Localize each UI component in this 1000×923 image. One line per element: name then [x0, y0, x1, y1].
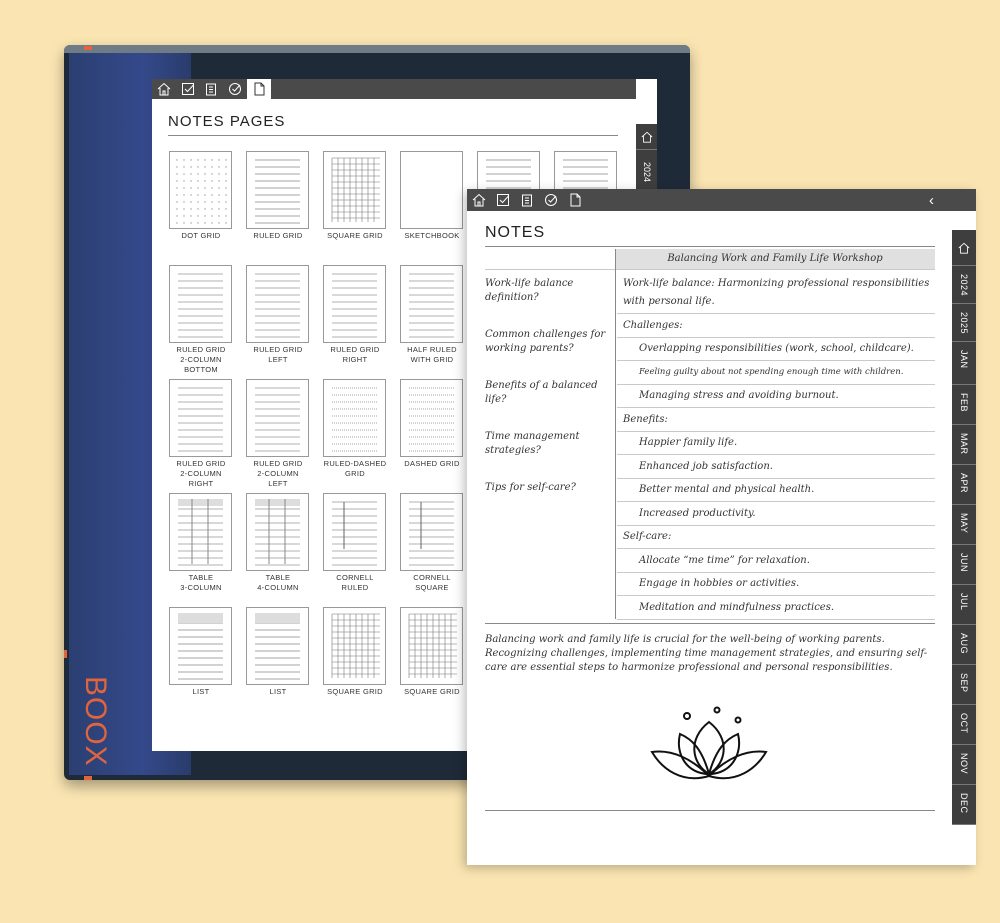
- template-label: RULED GRID 2-COLUMN BOTTOM: [176, 345, 226, 374]
- template-label: SQUARE GRID: [404, 687, 460, 696]
- template-tile[interactable]: [400, 493, 463, 571]
- tab-2025[interactable]: [952, 304, 976, 342]
- template-tile[interactable]: [323, 493, 386, 571]
- cue-question: Tips for self-care?: [485, 482, 576, 493]
- tab-label: FEB: [959, 393, 969, 413]
- note-rule: [617, 313, 935, 314]
- home-icon[interactable]: [952, 230, 976, 266]
- template-label: RULED GRID: [253, 231, 303, 240]
- template-tile[interactable]: [169, 493, 232, 571]
- note-line: Feeling guilty about not spending enough time with children.: [639, 366, 904, 377]
- target-icon[interactable]: [223, 79, 247, 99]
- page-title: NOTES PAGES: [168, 113, 286, 130]
- cue-question: Work-life balance definition?: [485, 278, 574, 303]
- notes-page: [467, 189, 976, 865]
- template-tile[interactable]: [323, 151, 386, 229]
- tab-mar[interactable]: [952, 425, 976, 465]
- note-rule: [617, 431, 935, 432]
- tab-jul[interactable]: [952, 585, 976, 625]
- template-tile[interactable]: [169, 265, 232, 343]
- cue-question: Common challenges for working parents?: [485, 329, 606, 354]
- target-icon[interactable]: [539, 189, 563, 211]
- template-tile[interactable]: [400, 607, 463, 685]
- tab-apr[interactable]: [952, 465, 976, 505]
- device-brand-logo: BOOX: [79, 676, 112, 767]
- template-tile[interactable]: [246, 265, 309, 343]
- note-line: Allocate “me time” for relaxation.: [639, 554, 810, 566]
- template-tile[interactable]: [323, 265, 386, 343]
- year-tab[interactable]: 2024: [642, 162, 652, 183]
- checkbox-icon[interactable]: [176, 79, 200, 99]
- top-toolbar: [152, 79, 271, 99]
- note-line: Better mental and physical health.: [639, 484, 815, 495]
- title-divider: [485, 246, 935, 247]
- template-label: RULED GRID LEFT: [253, 345, 303, 364]
- template-label: TABLE 4-COLUMN: [257, 573, 299, 592]
- tab-jan[interactable]: [952, 342, 976, 385]
- note-line: Meditation and mindfulness practices.: [639, 601, 835, 613]
- note-line: Work-life balance: Harmonizing professional responsibilities: [623, 278, 930, 289]
- tab-may[interactable]: [952, 505, 976, 545]
- bottom-rule: [485, 810, 935, 811]
- template-tile[interactable]: [323, 379, 386, 457]
- page-title: NOTES: [485, 224, 546, 241]
- tab-label: 2025: [959, 312, 969, 335]
- template-label: SQUARE GRID: [327, 231, 383, 240]
- note-rule: [617, 548, 935, 549]
- home-icon[interactable]: [467, 189, 491, 211]
- template-label: DASHED GRID: [404, 459, 460, 468]
- tab-label: JAN: [959, 350, 969, 369]
- note-rule: [617, 384, 935, 385]
- toolbar-fill: [271, 79, 636, 99]
- topic-header: Balancing Work and Family Life Workshop: [615, 249, 935, 269]
- template-label: DOT GRID: [181, 231, 221, 240]
- template-label: HALF RULED WITH GRID: [407, 345, 457, 364]
- document-icon[interactable]: [563, 189, 587, 211]
- header-divider: [485, 269, 935, 270]
- note-rule: [617, 454, 935, 455]
- tab-label: NOV: [959, 753, 969, 775]
- template-label: SQUARE GRID: [327, 687, 383, 696]
- template-tile[interactable]: [400, 265, 463, 343]
- home-icon[interactable]: [152, 79, 176, 99]
- tab-label: MAR: [959, 433, 969, 455]
- template-tile[interactable]: [323, 607, 386, 685]
- template-label: SKETCHBOOK: [404, 231, 460, 240]
- note-rule: [617, 619, 935, 620]
- note-line: Enhanced job satisfaction.: [639, 460, 773, 472]
- note-line: Engage in hobbies or activities.: [639, 578, 800, 589]
- note-line: Happier family life.: [639, 437, 738, 448]
- tab-feb[interactable]: [952, 385, 976, 425]
- note-rule: [617, 478, 935, 479]
- note-line: Increased productivity.: [639, 507, 756, 519]
- summary-divider: [485, 623, 935, 624]
- tab-oct[interactable]: [952, 705, 976, 745]
- tab-2024[interactable]: [952, 266, 976, 304]
- calendar-tab-strip: [952, 230, 976, 825]
- template-tile[interactable]: [400, 379, 463, 457]
- cue-question: Benefits of a balanced life?: [485, 380, 598, 405]
- device-accent: [84, 46, 92, 50]
- note-line: with personal life.: [623, 296, 715, 307]
- tab-label: 2024: [959, 274, 969, 297]
- cue-question: Time management strategies?: [485, 431, 580, 456]
- tab-label: APR: [959, 473, 969, 494]
- note-rule: [617, 360, 935, 361]
- template-label: CORNELL RULED: [336, 573, 374, 592]
- device-top-edge: [64, 45, 690, 53]
- template-tile[interactable]: [246, 379, 309, 457]
- template-tile[interactable]: [169, 151, 232, 229]
- template-label: CORNELL SQUARE: [413, 573, 451, 592]
- tab-sep[interactable]: [952, 665, 976, 705]
- checkbox-icon[interactable]: [491, 189, 515, 211]
- chevron-left-icon[interactable]: ‹: [929, 192, 934, 209]
- note-rule: [617, 525, 935, 526]
- note-rule: [617, 337, 935, 338]
- note-line: Overlapping responsibilities (work, school, childcare).: [639, 343, 914, 354]
- tab-nov[interactable]: [952, 745, 976, 785]
- note-line: Self-care:: [623, 531, 672, 542]
- template-tile[interactable]: [246, 151, 309, 229]
- template-tile[interactable]: [169, 379, 232, 457]
- tab-label: JUN: [959, 553, 969, 572]
- tab-dec[interactable]: [952, 785, 976, 825]
- template-label: LIST: [269, 687, 287, 696]
- tab-jun[interactable]: [952, 545, 976, 585]
- device-accent: [64, 650, 67, 658]
- template-tile[interactable]: [400, 151, 463, 229]
- summary-text: Balancing work and family life is crucial for the well-being of working parents. Recognizing challenges, implementing time management strategies, and ensuring self-care are essential steps to harmonize professional and personal responsibilities.: [485, 634, 928, 673]
- cornell-divider: [615, 249, 616, 619]
- note-rule: [617, 407, 935, 408]
- home-icon[interactable]: [636, 124, 657, 150]
- template-tile[interactable]: [246, 493, 309, 571]
- tab-label: DEC: [959, 793, 969, 814]
- device-accent: [84, 776, 92, 780]
- tab-label: MAY: [959, 513, 969, 534]
- template-tile[interactable]: [169, 607, 232, 685]
- template-label: RULED GRID 2-COLUMN RIGHT: [176, 459, 226, 488]
- top-toolbar: [467, 189, 976, 211]
- tab-label: SEP: [959, 673, 969, 693]
- note-rule: [617, 572, 935, 573]
- note-line: Benefits:: [623, 413, 668, 425]
- document-icon[interactable]: [247, 79, 271, 99]
- clipboard-icon[interactable]: [515, 189, 539, 211]
- template-label: TABLE 3-COLUMN: [180, 573, 222, 592]
- template-label: RULED GRID RIGHT: [330, 345, 380, 364]
- template-tile[interactable]: [246, 607, 309, 685]
- tab-label: OCT: [959, 713, 969, 734]
- note-rule: [617, 595, 935, 596]
- clipboard-icon[interactable]: [200, 79, 224, 99]
- template-label: LIST: [192, 687, 210, 696]
- template-label: RULED-DASHED GRID: [323, 459, 387, 478]
- title-divider: [168, 135, 618, 136]
- note-rule: [617, 501, 935, 502]
- tab-label: JUL: [959, 593, 969, 611]
- note-line: Challenges:: [623, 319, 683, 331]
- template-label: RULED GRID 2-COLUMN LEFT: [253, 459, 303, 488]
- lotus-icon: [647, 704, 772, 794]
- tab-label: AUG: [959, 633, 969, 655]
- note-line: Managing stress and avoiding burnout.: [639, 390, 839, 401]
- tab-aug[interactable]: [952, 625, 976, 665]
